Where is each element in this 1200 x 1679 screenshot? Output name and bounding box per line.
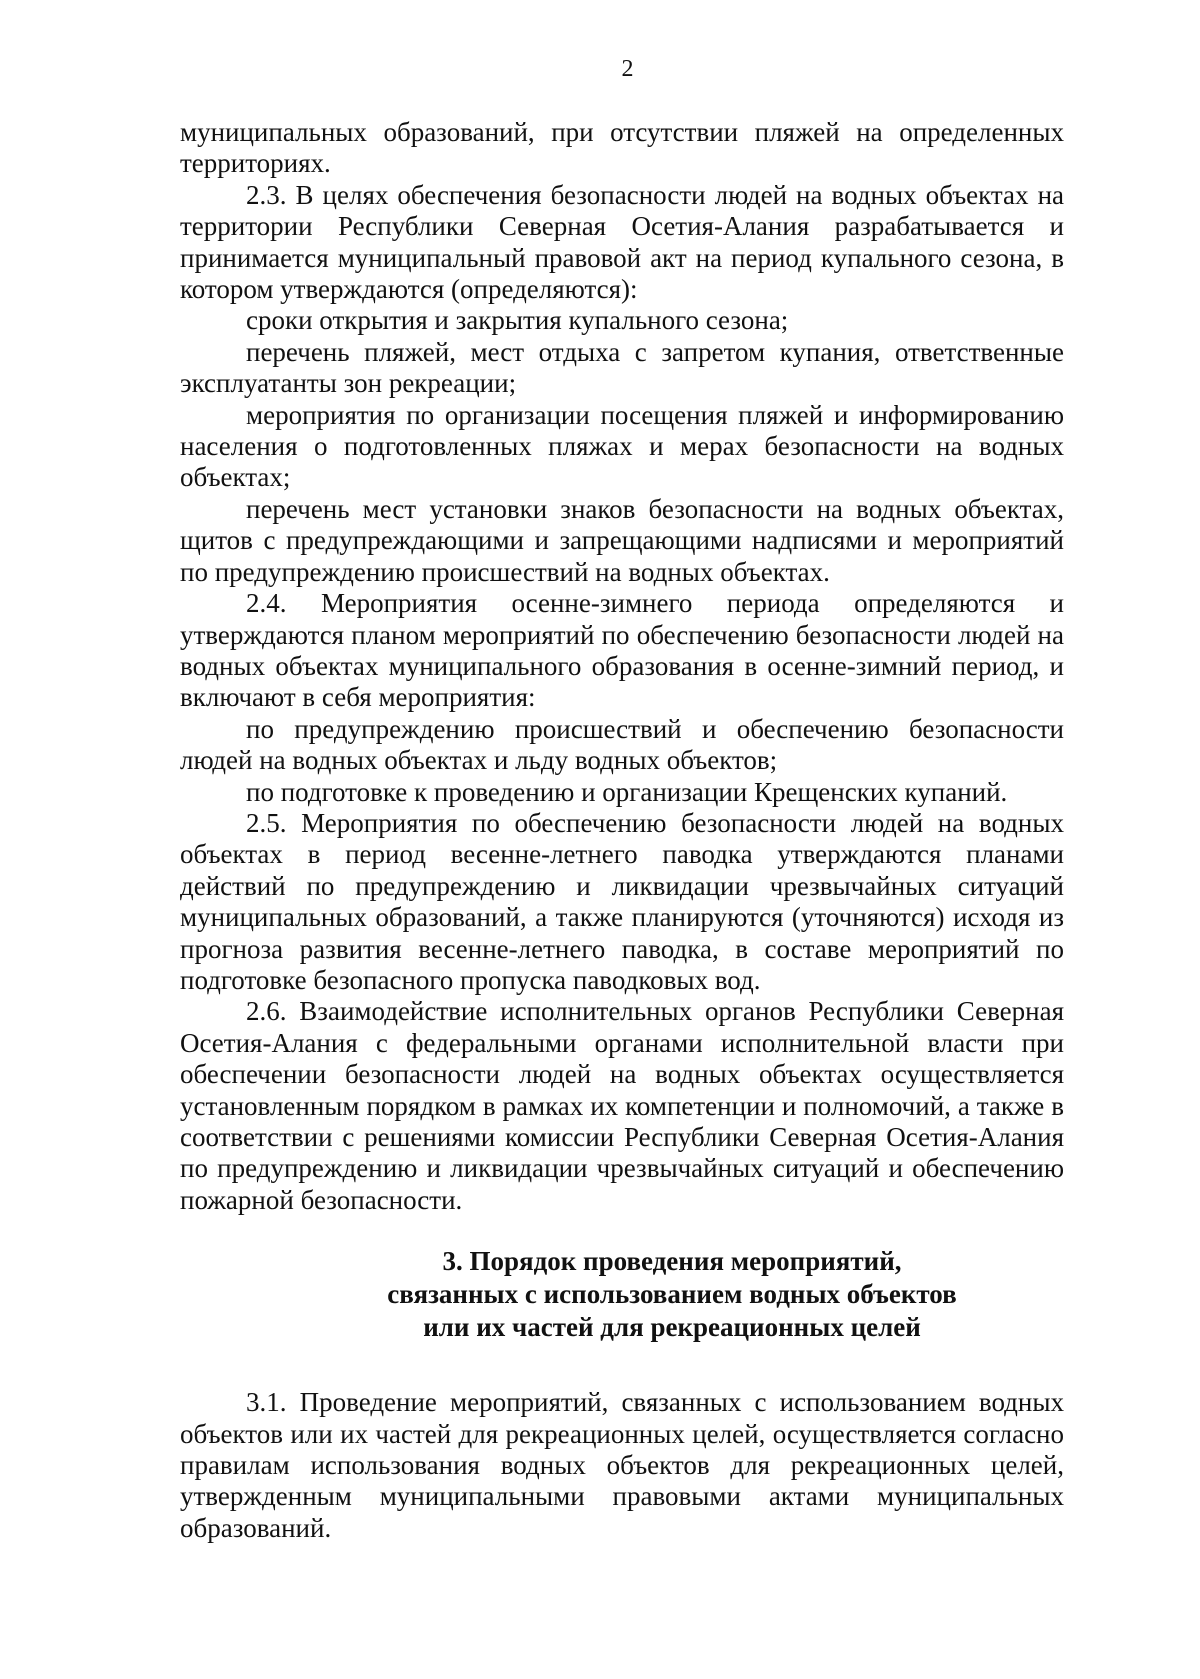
list-item-beaches: перечень пляжей, мест отдыха с запретом купания, ответственные эксплуатанты зон рекреации;: [180, 336, 1064, 399]
page-number: 2: [621, 56, 634, 82]
list-item-safety-signs: перечень мест установки знаков безопасности на водных объектах, щитов с предупреждающими и запрещающими надписями и мероприятий по предупреждению происшествий на водных объектах.: [180, 493, 1064, 587]
paragraph-2-4: 2.4. Мероприятия осенне-зимнего периода определяются и утверждаются планом мероприятий по обеспечению безопасности людей на водных объектах муниципального образования в осенне-зимний период, и включают в себя мероприятия:: [180, 588, 1064, 713]
paragraph-continuation: муниципальных образований, при отсутствии пляжей на определенных территориях.: [180, 117, 1064, 179]
list-item-season-dates: сроки открытия и закрытия купального сезона;: [246, 305, 789, 336]
paragraph-2-5: 2.5. Мероприятия по обеспечению безопасности людей на водных объектах в период весенне-летнего паводка утверждаются планами действий по предупреждению и ликвидации чрезвычайных ситуаций муниципальных образований, а также планируются (уточняются) исходя из прогноза развития весенне-летнего паводка, в составе мероприятий по подготовке безопасного пропуска паводковых вод.: [180, 807, 1064, 995]
paragraph-2-6: 2.6. Взаимодействие исполнительных органов Республики Северная Осетия-Алания с федеральными органами исполнительной власти при обеспечении безопасности людей на водных объектах осуществляется установленным порядком в рамках их компетенции и полномочий, а также в соответствии с решениями комиссии Республики Северная Осетия-Алания по предупреждению и ликвидации чрезвычайных ситуаций и обеспечению пожарной безопасности.: [180, 996, 1064, 1215]
paragraph-2-3: 2.3. В целях обеспечения безопасности людей на водных объектах на территории Республики Северная Осетия-Алания разрабатывается и принимается муниципальный правовой акт на период купального сезона, в котором утверждаются (определяются):: [180, 179, 1064, 305]
list-item-epiphany-bathing: по подготовке к проведению и организации Крещенских купаний.: [246, 776, 1008, 807]
section-3-heading-line: связанных с использованием водных объектов: [387, 1279, 957, 1310]
section-3-heading: [180, 1245, 1064, 1344]
section-3-heading-line: 3. Порядок проведения мероприятий,: [442, 1246, 902, 1277]
document-body: [180, 117, 1064, 1544]
paragraph-3-1: 3.1. Проведение мероприятий, связанных с использованием водных объектов или их частей для рекреационных целей, осуществляется согласно правилам использования водных объектов для рекреационных целей, утвержденным муниципальными правовыми актами муниципальных образований.: [180, 1387, 1064, 1543]
section-3-heading-line: или их частей для рекреационных целей: [423, 1312, 921, 1343]
list-item-ice-safety: по предупреждению происшествий и обеспечению безопасности людей на водных объектах и льду водных объектов;: [180, 713, 1064, 776]
list-item-visits-info: мероприятия по организации посещения пляжей и информированию населения о подготовленных пляжах и мерах безопасности на водных объектах;: [180, 399, 1064, 493]
